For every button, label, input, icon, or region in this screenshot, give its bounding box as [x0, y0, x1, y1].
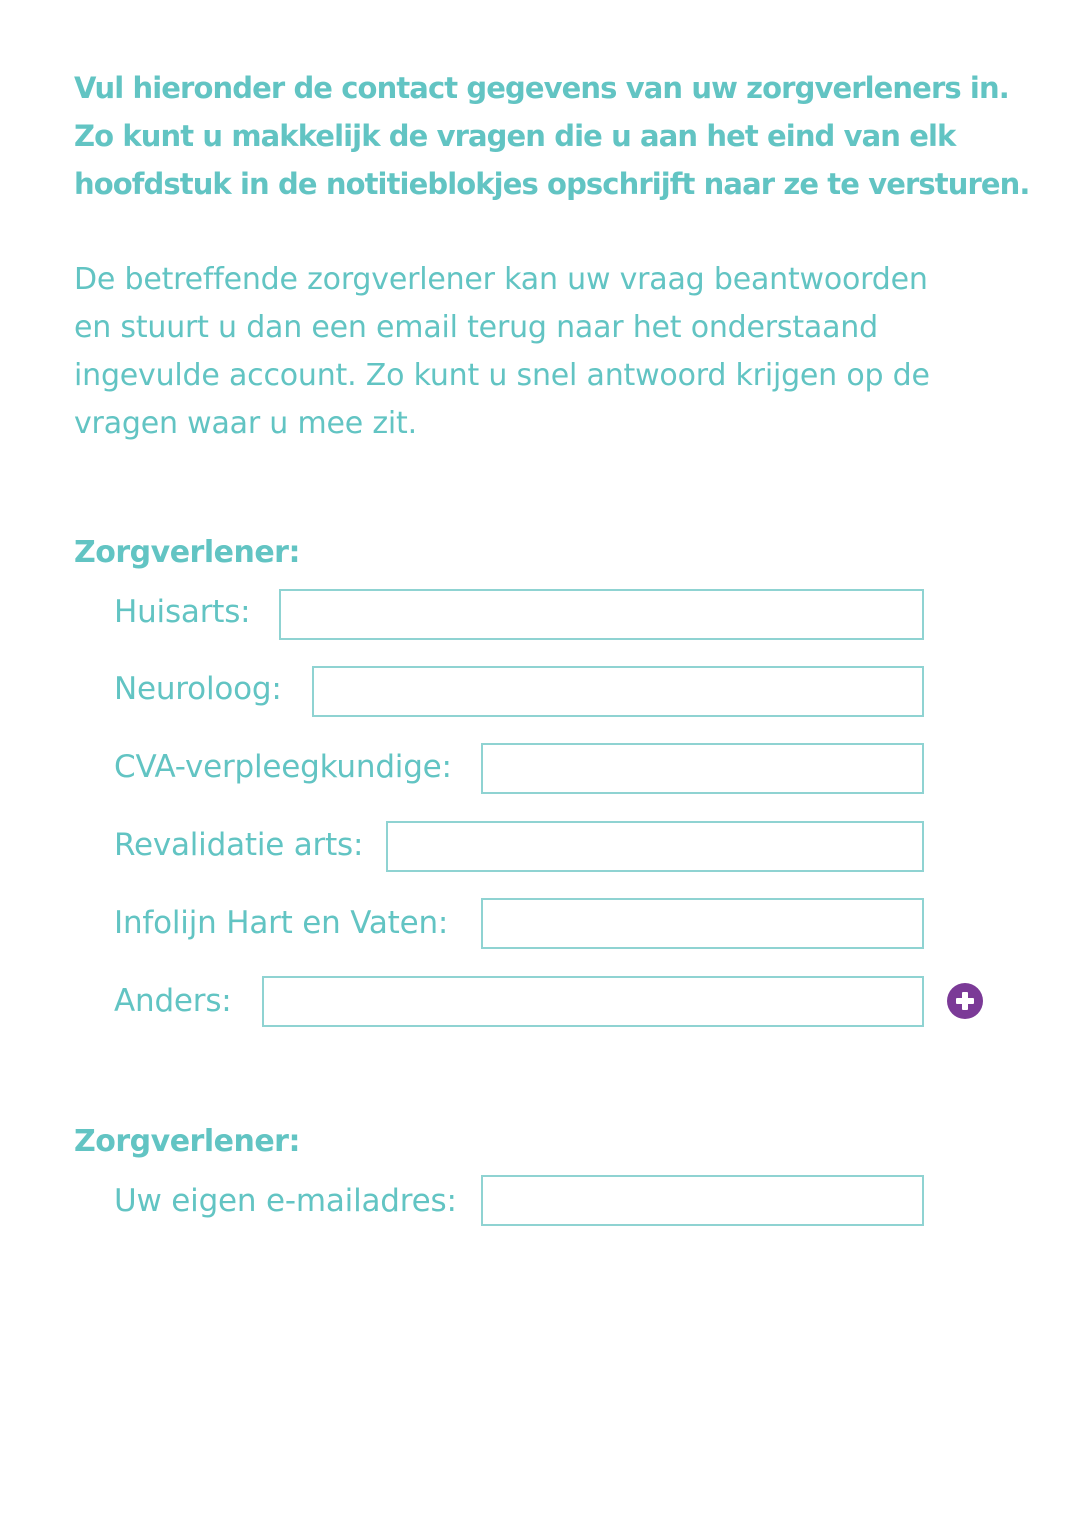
intro-paragraph: [74, 256, 1034, 448]
neuroloog-input[interactable]: [312, 666, 924, 717]
section-title: Zorgverlener:: [74, 535, 300, 570]
anders-input[interactable]: [262, 976, 924, 1027]
section-title: Zorgverlener:: [74, 1124, 300, 1159]
intro-heading-line: hoofdstuk in de notitieblokjes opschrijft naar ze te versturen.: [74, 167, 1030, 201]
intro-heading-line: Vul hieronder de contact gegevens van uw zorgverleners in.: [74, 71, 1009, 105]
eigen-emailadres-input[interactable]: [481, 1175, 924, 1226]
intro-heading-line: Zo kunt u makkelijk de vragen die u aan het eind van elk: [74, 119, 956, 153]
cva-verpleegkundige-label: CVA-verpleegkundige:: [114, 749, 452, 785]
add-field-button[interactable]: [947, 983, 983, 1019]
intro-paragraph-line: en stuurt u dan een email terug naar het onderstaand: [74, 310, 878, 345]
revalidatie-arts-label: Revalidatie arts:: [114, 827, 364, 863]
revalidatie-arts-input[interactable]: [386, 821, 924, 872]
neuroloog-label: Neuroloog:: [114, 671, 282, 707]
intro-paragraph-line: vragen waar u mee zit.: [74, 406, 417, 441]
infolijn-hart-en-vaten-input[interactable]: [481, 898, 924, 949]
infolijn-hart-en-vaten-label: Infolijn Hart en Vaten:: [114, 905, 449, 941]
anders-label: Anders:: [114, 983, 232, 1019]
huisarts-label: Huisarts:: [114, 594, 251, 630]
intro-heading: [74, 64, 1064, 208]
huisarts-input[interactable]: [279, 589, 924, 640]
intro-paragraph-line: ingevulde account. Zo kunt u snel antwoord krijgen op de: [74, 358, 930, 393]
intro-paragraph-line: De betreffende zorgverlener kan uw vraag beantwoorden: [74, 262, 928, 297]
cva-verpleegkundige-input[interactable]: [481, 743, 924, 794]
eigen-emailadres-label: Uw eigen e-mailadres:: [114, 1183, 457, 1219]
